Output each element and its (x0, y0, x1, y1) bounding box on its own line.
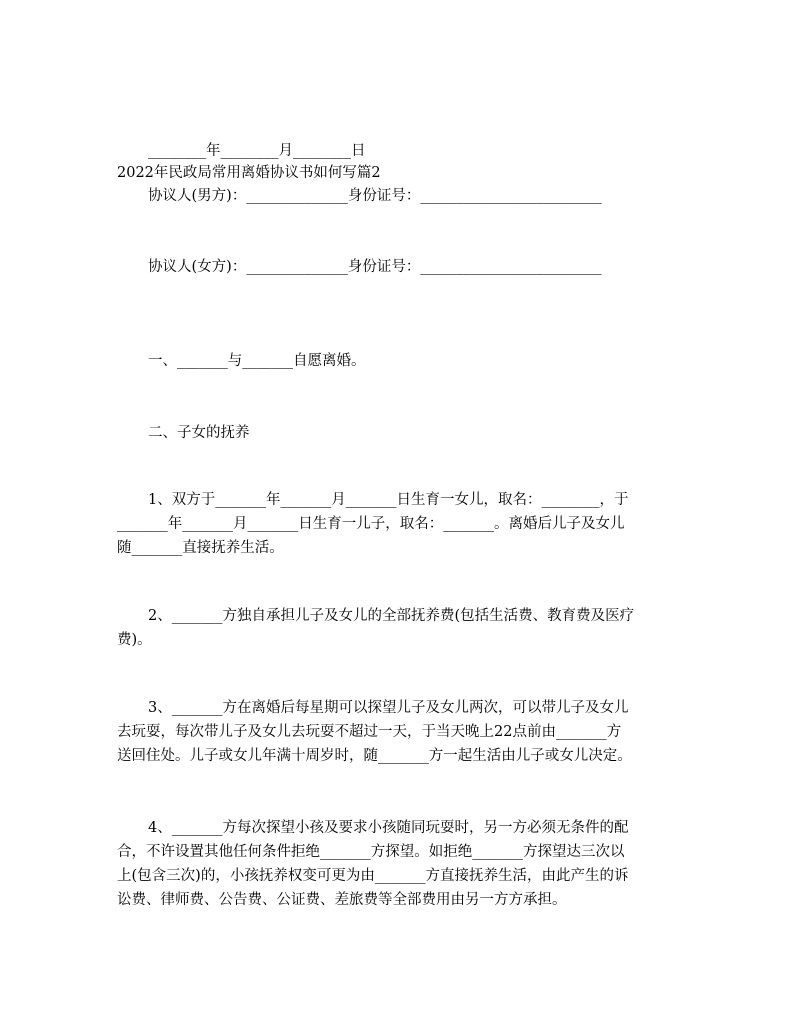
paragraph-1-line: 随_______直接抚养生活。 (117, 540, 284, 556)
paragraph-4-line: 4、_______方每次探望小孩及要求小孩随同玩耍时，另一方必须无条件的配 (148, 820, 629, 836)
paragraph-1-line: 1、双方于_______年_______月_______日生育一女儿，取名：________，于 (148, 492, 629, 508)
paragraph-2-line: 2、_______方独自承担儿子及女儿的全部抚养费(包括生活费、教育费及医疗 (148, 608, 635, 624)
paragraph-3-line: 去玩耍，每次带儿子及女儿去玩耍不超过一天，于当天晚上22点前由_______方 (117, 724, 622, 740)
party-female-line: 协议人(女方)：______________身份证号：_________________________ (148, 259, 602, 275)
paragraph-4-line: 合，不许设置其他任何条件拒绝_______方探望。如拒绝_______方探望达三次以 (117, 844, 625, 860)
clause-2-heading: 二、子女的抚养 (148, 425, 250, 441)
paragraph-4-line: 讼费、律师费、公告费、公证费、差旅费等全部费用由另一方方承担。 (117, 892, 567, 908)
date-line: ________年________月________日 (148, 143, 366, 159)
paragraph-4-line: 上(包含三次)的，小孩抚养权变可更为由_______方直接抚养生活，由此产生的诉 (117, 868, 629, 884)
document-title: 2022年民政局常用离婚协议书如何写篇2 (117, 165, 381, 181)
paragraph-3-line: 3、_______方在离婚后每星期可以探望儿子及女儿两次，可以带儿子及女儿 (148, 700, 629, 716)
clause-1: 一、_______与_______自愿离婚。 (148, 353, 366, 369)
party-male-line: 协议人(男方)：______________身份证号：_________________________ (148, 188, 602, 204)
paragraph-1-line: _______年_______月_______日生育一儿子，取名：_______。离婚后儿子及女儿 (117, 516, 625, 532)
paragraph-3-line: 送回住处。儿子或女儿年满十周岁时，随_______方一起生活由儿子或女儿决定。 (117, 748, 632, 764)
paragraph-2-line: 费)。 (117, 632, 152, 648)
